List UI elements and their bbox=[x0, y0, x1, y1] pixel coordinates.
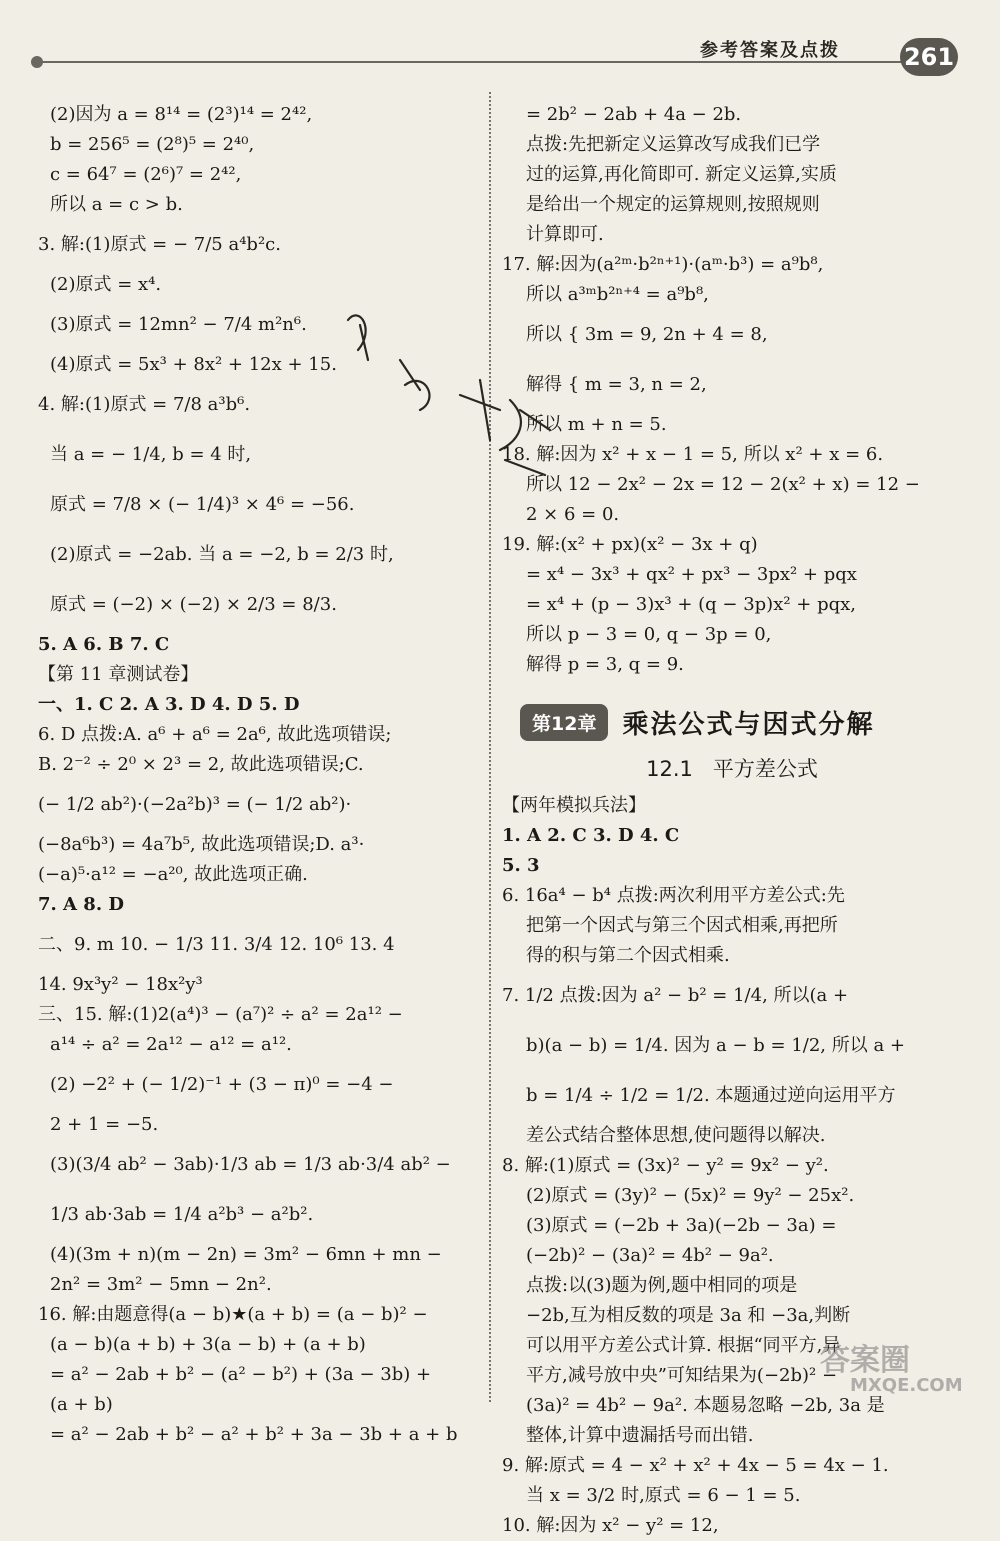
text-line: 过的运算,再化简即可. 新定义运算,实质 bbox=[526, 164, 837, 185]
text-line: 9. 解:原式 = 4 − x² + x² + 4x − 5 = 4x − 1. bbox=[502, 1455, 889, 1476]
text-line: 二、9. m 10. − 1/3 11. 3/4 12. 10⁶ 13. 4 bbox=[38, 934, 395, 955]
handwritten-scribble bbox=[330, 300, 570, 500]
text-line: 3. 解:(1)原式 = − 7/5 a⁴b²c. bbox=[38, 234, 281, 255]
text-line: 【第 11 章测试卷】 bbox=[38, 664, 199, 685]
text-line: 2n² = 3m² − 5mn − 2n². bbox=[50, 1274, 272, 1295]
text-line: b = 256⁵ = (2⁸)⁵ = 2⁴⁰, bbox=[50, 134, 255, 155]
text-line: 所以 m + n = 5. bbox=[526, 414, 667, 435]
text-line: (−2b)² − (3a)² = 4b² − 9a². bbox=[526, 1245, 774, 1266]
text-line: 平方,减号放中央”可知结果为(−2b)² − bbox=[526, 1365, 838, 1386]
header-title: 参考答案及点拨 bbox=[700, 40, 840, 61]
text-line: (2) −2² + (− 1/2)⁻¹ + (3 − π)⁰ = −4 − bbox=[50, 1074, 394, 1095]
text-line: 是给出一个规定的运算规则,按照规则 bbox=[526, 194, 820, 215]
text-line: = 2b² − 2ab + 4a − 2b. bbox=[526, 104, 742, 125]
chapter-heading bbox=[520, 704, 962, 741]
text-line: 所以 a³ᵐb²ⁿ⁺⁴ = a⁹b⁸, bbox=[526, 284, 709, 305]
text-line: (3)(3/4 ab² − 3ab)·1/3 ab = 1/3 ab·3/4 ab² − bbox=[50, 1154, 451, 1175]
text-line: = x⁴ + (p − 3)x³ + (q − 3p)x² + pqx, bbox=[526, 594, 857, 615]
text-line: 原式 = 7/8 × (− 1/4)³ × 4⁶ = −56. bbox=[50, 494, 355, 515]
text-line: 得的积与第二个因式相乘. bbox=[526, 945, 730, 966]
text-line: 一、1. C 2. A 3. D 4. D 5. D bbox=[38, 694, 300, 715]
text-line: 18. 解:因为 x² + x − 1 = 5, 所以 x² + x = 6. bbox=[502, 444, 884, 465]
text-line: −2b,互为相反数的项是 3a 和 −3a,判断 bbox=[526, 1305, 851, 1326]
text-line: 6. D 点拨:A. a⁶ + a⁶ = 2a⁶, 故此选项错误; bbox=[38, 724, 392, 745]
text-line: b)(a − b) = 1/4. 因为 a − b = 1/2, 所以 a + bbox=[526, 1035, 906, 1056]
text-line: 所以 a = c > b. bbox=[50, 194, 183, 215]
text-line: 8. 解:(1)原式 = (3x)² − y² = 9x² − y². bbox=[502, 1155, 829, 1176]
watermark-url: MXQE.COM bbox=[850, 1375, 963, 1396]
text-line: 2 × 6 = 0. bbox=[526, 504, 620, 525]
text-line: (−a)⁵·a¹² = −a²⁰, 故此选项正确. bbox=[38, 864, 308, 885]
text-line: 所以 { 3m = 9, 2n + 4 = 8, bbox=[526, 324, 768, 345]
chapter-title: 乘法公式与因式分解 bbox=[622, 710, 875, 740]
page-number: 261 bbox=[900, 38, 958, 76]
text-line: = x⁴ − 3x³ + qx² + px³ − 3px² + pqx bbox=[526, 564, 857, 585]
section-number: 12.1 bbox=[646, 757, 693, 781]
text-line: 当 a = − 1/4, b = 4 时, bbox=[50, 444, 252, 465]
text-line: 7. A 8. D bbox=[38, 894, 124, 915]
text-line: 点拨:先把新定义运算改写成我们已学 bbox=[526, 134, 821, 155]
text-line: 整体,计算中遗漏括号而出错. bbox=[526, 1425, 754, 1446]
text-line: (3)原式 = 12mn² − 7/4 m²n⁶. bbox=[50, 314, 307, 335]
text-line: 解得 { m = 3, n = 2, bbox=[526, 374, 707, 395]
text-line: (−8a⁶b³) = 4a⁷b⁵, 故此选项错误;D. a³· bbox=[38, 834, 365, 855]
text-line: B. 2⁻² ÷ 2⁰ × 2³ = 2, 故此选项错误;C. bbox=[38, 754, 364, 775]
text-line: (− 1/2 ab²)·(−2a²b)³ = (− 1/2 ab²)· bbox=[38, 794, 352, 815]
text-line: (4)原式 = 5x³ + 8x² + 12x + 15. bbox=[50, 354, 337, 375]
text-line: 1/3 ab·3ab = 1/4 a²b³ − a²b². bbox=[50, 1204, 314, 1225]
text-line: 原式 = (−2) × (−2) × 2/3 = 8/3. bbox=[50, 594, 337, 615]
text-line: 5. A 6. B 7. C bbox=[38, 634, 170, 655]
text-line: 【两年模拟兵法】 bbox=[502, 795, 646, 816]
text-line: (2)原式 = (3y)² − (5x)² = 9y² − 25x². bbox=[526, 1185, 855, 1206]
text-line: 把第一个因式与第三个因式相乘,再把所 bbox=[526, 915, 838, 936]
text-line: (2)原式 = −2ab. 当 a = −2, b = 2/3 时, bbox=[50, 544, 394, 565]
text-line: 计算即可. bbox=[526, 224, 604, 245]
text-line: (4)(3m + n)(m − 2n) = 3m² − 6mn + mn − bbox=[50, 1244, 442, 1265]
text-line: = a² − 2ab + b² − a² + b² + 3a − 3b + a + b bbox=[50, 1424, 458, 1445]
text-line: 10. 解:因为 x² − y² = 12, bbox=[502, 1515, 719, 1536]
text-line: 三、15. 解:(1)2(a⁴)³ − (a⁷)² ÷ a² = 2a¹² − bbox=[38, 1004, 403, 1025]
text-line: 7. 1/2 点拨:因为 a² − b² = 1/4, 所以(a + bbox=[502, 985, 849, 1006]
text-line: (3)原式 = (−2b + 3a)(−2b − 3a) = bbox=[526, 1215, 837, 1236]
text-line: 解得 p = 3, q = 9. bbox=[526, 654, 684, 675]
text-line: 1. A 2. C 3. D 4. C bbox=[502, 825, 680, 846]
section-heading bbox=[502, 747, 962, 791]
watermark-logo: 答案圈 bbox=[820, 1343, 910, 1378]
text-line: (a + b) bbox=[50, 1394, 113, 1415]
text-line: 所以 p − 3 = 0, q − 3p = 0, bbox=[526, 624, 772, 645]
text-line: a¹⁴ ÷ a² = 2a¹² − a¹² = a¹². bbox=[50, 1034, 292, 1055]
text-line: 2 + 1 = −5. bbox=[50, 1114, 159, 1135]
chapter-badge: 第12章 bbox=[520, 704, 608, 741]
text-line: (2)因为 a = 8¹⁴ = (2³)¹⁴ = 2⁴², bbox=[50, 104, 313, 125]
text-line: 当 x = 3/2 时,原式 = 6 − 1 = 5. bbox=[526, 1485, 801, 1506]
column-divider bbox=[489, 92, 491, 1402]
text-line: 17. 解:因为(a²ᵐ·b²ⁿ⁺¹)·(aᵐ·b³) = a⁹b⁸, bbox=[502, 254, 824, 275]
text-line: 可以用平方差公式计算. 根据“同平方,异 bbox=[526, 1335, 841, 1356]
section-title: 平方差公式 bbox=[712, 757, 818, 781]
text-line: (a − b)(a + b) + 3(a − b) + (a + b) bbox=[50, 1334, 366, 1355]
text-line: 16. 解:由题意得(a − b)★(a + b) = (a − b)² − bbox=[38, 1304, 428, 1325]
text-line: 6. 16a⁴ − b⁴ 点拨:两次利用平方差公式:先 bbox=[502, 885, 845, 906]
text-line: 5. 3 bbox=[502, 855, 540, 876]
text-line: (2)原式 = x⁴. bbox=[50, 274, 162, 295]
text-line: c = 64⁷ = (2⁶)⁷ = 2⁴², bbox=[50, 164, 242, 185]
text-line: 所以 12 − 2x² − 2x = 12 − 2(x² + x) = 12 − bbox=[526, 474, 920, 495]
text-line: (3a)² = 4b² − 9a². 本题易忽略 −2b, 3a 是 bbox=[526, 1395, 885, 1416]
text-line: 差公式结合整体思想,使问题得以解决. bbox=[526, 1125, 826, 1146]
text-line: 4. 解:(1)原式 = 7/8 a³b⁶. bbox=[38, 394, 251, 415]
text-line: = a² − 2ab + b² − (a² − b²) + (3a − 3b) + bbox=[50, 1364, 432, 1385]
text-line: b = 1/4 ÷ 1/2 = 1/2. 本题通过逆向运用平方 bbox=[526, 1085, 896, 1106]
text-line: 点拨:以(3)题为例,题中相同的项是 bbox=[526, 1275, 798, 1296]
text-line: 19. 解:(x² + px)(x² − 3x + q) bbox=[502, 534, 758, 555]
right-column bbox=[502, 100, 962, 1541]
text-line: 14. 9x³y² − 18x²y³ bbox=[38, 974, 203, 995]
